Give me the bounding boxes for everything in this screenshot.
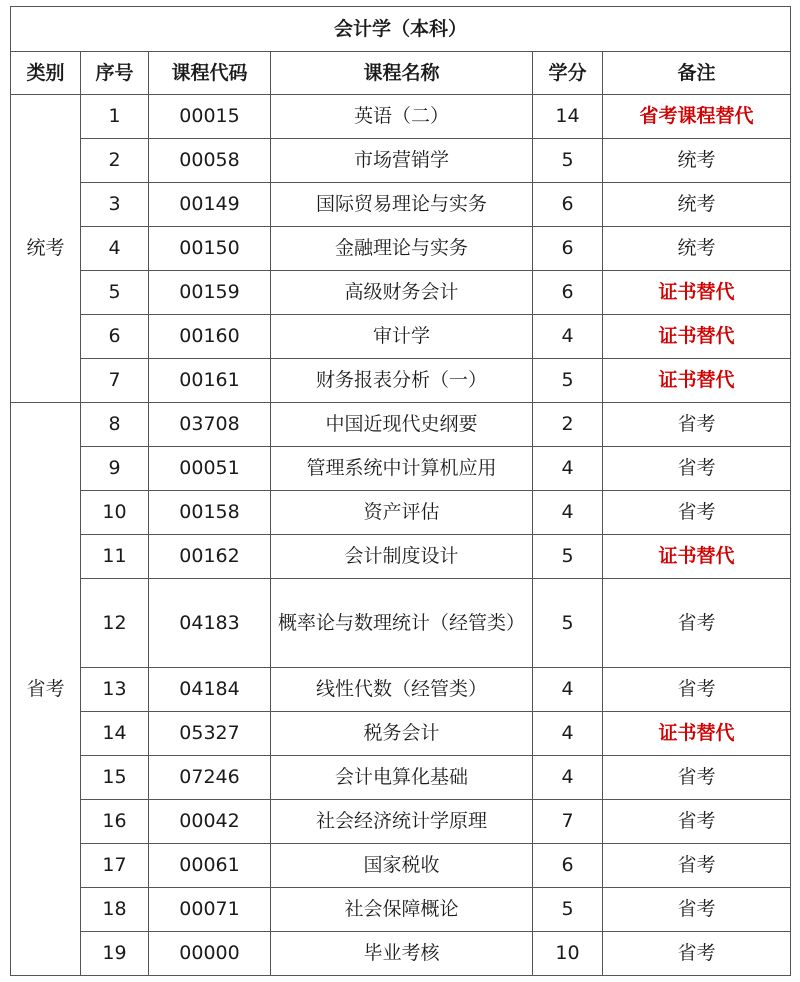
table-row bbox=[11, 315, 791, 359]
cell-credit: 5 bbox=[533, 139, 603, 183]
cell-number: 4 bbox=[81, 227, 149, 271]
cell-note: 省考 bbox=[603, 491, 791, 535]
cell-number: 7 bbox=[81, 359, 149, 403]
cell-note: 证书替代 bbox=[603, 712, 791, 756]
cell-number: 6 bbox=[81, 315, 149, 359]
cell-credit: 6 bbox=[533, 271, 603, 315]
cell-name: 管理系统中计算机应用 bbox=[271, 447, 533, 491]
cell-number: 13 bbox=[81, 668, 149, 712]
course-table bbox=[10, 6, 791, 976]
cell-code: 05327 bbox=[149, 712, 271, 756]
table-row bbox=[11, 932, 791, 976]
table-row bbox=[11, 139, 791, 183]
cell-credit: 6 bbox=[533, 844, 603, 888]
cell-code: 00061 bbox=[149, 844, 271, 888]
table-row bbox=[11, 95, 791, 139]
cell-credit: 4 bbox=[533, 447, 603, 491]
cell-note: 省考 bbox=[603, 579, 791, 668]
cell-number: 5 bbox=[81, 271, 149, 315]
cell-code: 00150 bbox=[149, 227, 271, 271]
cell-code: 00058 bbox=[149, 139, 271, 183]
header-code: 课程代码 bbox=[149, 52, 271, 95]
category-tongkao: 统考 bbox=[11, 95, 81, 403]
cell-number: 19 bbox=[81, 932, 149, 976]
cell-name: 毕业考核 bbox=[271, 932, 533, 976]
cell-name: 国家税收 bbox=[271, 844, 533, 888]
cell-name: 线性代数（经管类） bbox=[271, 668, 533, 712]
cell-code: 04183 bbox=[149, 579, 271, 668]
table-row bbox=[11, 712, 791, 756]
cell-note: 证书替代 bbox=[603, 271, 791, 315]
cell-note: 统考 bbox=[603, 183, 791, 227]
cell-number: 14 bbox=[81, 712, 149, 756]
cell-credit: 5 bbox=[533, 579, 603, 668]
cell-name: 中国近现代史纲要 bbox=[271, 403, 533, 447]
table-row bbox=[11, 183, 791, 227]
header-category: 类别 bbox=[11, 52, 81, 95]
header-number: 序号 bbox=[81, 52, 149, 95]
cell-name: 税务会计 bbox=[271, 712, 533, 756]
cell-credit: 7 bbox=[533, 800, 603, 844]
cell-credit: 4 bbox=[533, 668, 603, 712]
cell-code: 00149 bbox=[149, 183, 271, 227]
cell-credit: 5 bbox=[533, 888, 603, 932]
cell-note: 省考 bbox=[603, 447, 791, 491]
table-row bbox=[11, 447, 791, 491]
cell-credit: 4 bbox=[533, 756, 603, 800]
cell-name: 市场营销学 bbox=[271, 139, 533, 183]
cell-credit: 10 bbox=[533, 932, 603, 976]
cell-code: 03708 bbox=[149, 403, 271, 447]
cell-name: 社会保障概论 bbox=[271, 888, 533, 932]
cell-credit: 6 bbox=[533, 183, 603, 227]
cell-code: 00160 bbox=[149, 315, 271, 359]
table-row bbox=[11, 535, 791, 579]
cell-name: 金融理论与实务 bbox=[271, 227, 533, 271]
cell-code: 00162 bbox=[149, 535, 271, 579]
table-row bbox=[11, 844, 791, 888]
cell-note: 省考课程替代 bbox=[603, 95, 791, 139]
cell-code: 00015 bbox=[149, 95, 271, 139]
cell-number: 18 bbox=[81, 888, 149, 932]
table-row bbox=[11, 888, 791, 932]
cell-code: 00051 bbox=[149, 447, 271, 491]
cell-name: 英语（二） bbox=[271, 95, 533, 139]
cell-note: 证书替代 bbox=[603, 535, 791, 579]
header-note: 备注 bbox=[603, 52, 791, 95]
table-row bbox=[11, 579, 791, 668]
table-row bbox=[11, 271, 791, 315]
cell-credit: 5 bbox=[533, 359, 603, 403]
cell-number: 3 bbox=[81, 183, 149, 227]
cell-name: 会计电算化基础 bbox=[271, 756, 533, 800]
cell-code: 00161 bbox=[149, 359, 271, 403]
cell-code: 00071 bbox=[149, 888, 271, 932]
category-shengkao: 省考 bbox=[11, 403, 81, 976]
cell-code: 00000 bbox=[149, 932, 271, 976]
cell-note: 统考 bbox=[603, 139, 791, 183]
header-credit: 学分 bbox=[533, 52, 603, 95]
cell-credit: 14 bbox=[533, 95, 603, 139]
cell-note: 证书替代 bbox=[603, 315, 791, 359]
cell-number: 16 bbox=[81, 800, 149, 844]
cell-code: 04184 bbox=[149, 668, 271, 712]
cell-number: 2 bbox=[81, 139, 149, 183]
cell-credit: 5 bbox=[533, 535, 603, 579]
cell-name: 财务报表分析（一） bbox=[271, 359, 533, 403]
cell-credit: 2 bbox=[533, 403, 603, 447]
table-row bbox=[11, 668, 791, 712]
cell-note: 统考 bbox=[603, 227, 791, 271]
table-row bbox=[11, 756, 791, 800]
cell-number: 17 bbox=[81, 844, 149, 888]
cell-name: 资产评估 bbox=[271, 491, 533, 535]
cell-note: 省考 bbox=[603, 668, 791, 712]
cell-number: 11 bbox=[81, 535, 149, 579]
header-row bbox=[11, 52, 791, 95]
cell-note: 省考 bbox=[603, 888, 791, 932]
cell-note: 省考 bbox=[603, 756, 791, 800]
table-row bbox=[11, 227, 791, 271]
cell-code: 00158 bbox=[149, 491, 271, 535]
cell-name: 国际贸易理论与实务 bbox=[271, 183, 533, 227]
cell-code: 00042 bbox=[149, 800, 271, 844]
cell-note: 省考 bbox=[603, 844, 791, 888]
cell-note: 省考 bbox=[603, 403, 791, 447]
cell-number: 15 bbox=[81, 756, 149, 800]
table-row bbox=[11, 403, 791, 447]
cell-name: 会计制度设计 bbox=[271, 535, 533, 579]
cell-credit: 6 bbox=[533, 227, 603, 271]
cell-number: 10 bbox=[81, 491, 149, 535]
cell-code: 00159 bbox=[149, 271, 271, 315]
table-row bbox=[11, 800, 791, 844]
cell-name: 社会经济统计学原理 bbox=[271, 800, 533, 844]
cell-credit: 4 bbox=[533, 491, 603, 535]
cell-credit: 4 bbox=[533, 712, 603, 756]
table-row bbox=[11, 359, 791, 403]
cell-number: 12 bbox=[81, 579, 149, 668]
cell-note: 省考 bbox=[603, 800, 791, 844]
table-row bbox=[11, 491, 791, 535]
cell-name: 审计学 bbox=[271, 315, 533, 359]
table-title: 会计学（本科） bbox=[11, 7, 791, 52]
cell-note: 证书替代 bbox=[603, 359, 791, 403]
cell-code: 07246 bbox=[149, 756, 271, 800]
cell-note: 省考 bbox=[603, 932, 791, 976]
cell-name: 高级财务会计 bbox=[271, 271, 533, 315]
cell-number: 8 bbox=[81, 403, 149, 447]
cell-number: 1 bbox=[81, 95, 149, 139]
cell-credit: 4 bbox=[533, 315, 603, 359]
cell-name: 概率论与数理统计（经管类） bbox=[271, 579, 533, 668]
cell-number: 9 bbox=[81, 447, 149, 491]
header-name: 课程名称 bbox=[271, 52, 533, 95]
